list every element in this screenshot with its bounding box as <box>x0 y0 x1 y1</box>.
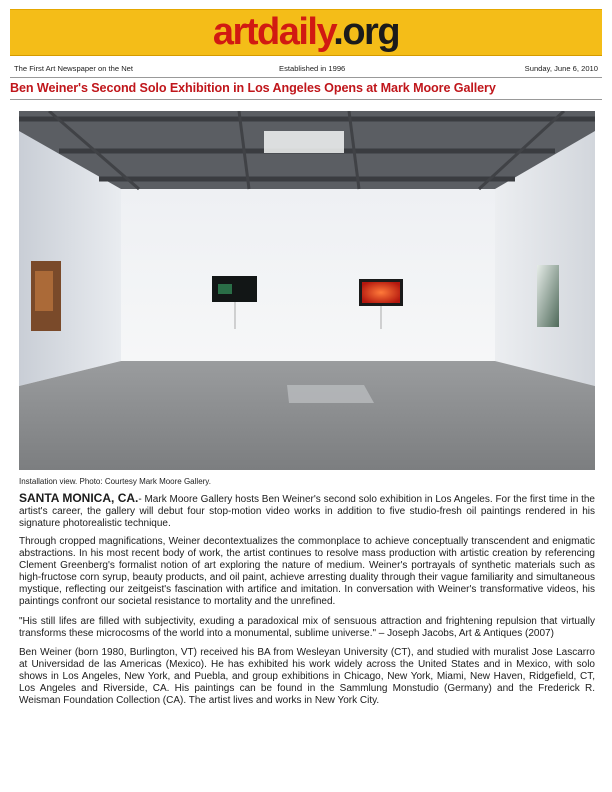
paragraph: Through cropped magnifications, Weiner decontextualizes the commonplace to achieve conceptually transcendent and enigmatic abstractions. In his most recent body of work, the artist continues to resolve mass production with artistic creation by referencing Clement Greenberg's formalist notion of art exploring the nature of medium. Weiner's portrayals of synthetic materials such as high-fructose corn syrup, beauty products, and oil paint, achieve arresting duality through their vague familiarity and simultaneous mystique, reflecting our zeitgeist's fascination with artifice and imitation. In conversation with Weiner's transformative videos, his paintings confront our societal resistance to mortality and the unrefined. <box>19 536 595 607</box>
logo-art: artdaily <box>212 11 334 53</box>
masthead-info-bar <box>10 63 602 77</box>
issue-date: Sunday, June 6, 2010 <box>524 64 598 73</box>
article-headline: Ben Weiner's Second Solo Exhibition in Los Angeles Opens at Mark Moore Gallery <box>10 81 496 95</box>
article-body <box>19 492 595 715</box>
quote-paragraph: "His still lifes are filled with subjectivity, exuding a paradoxical mix of sensuous attraction and frightening repulsion that virtually transforms these microcosms of the world into a monumental, sublime universe." – Joseph Jacobs, Art & Antiques (2007) <box>19 615 595 639</box>
site-logo[interactable] <box>10 10 602 55</box>
dateline: SANTA MONICA, CA. <box>19 491 139 505</box>
logo-org: .org <box>333 11 400 53</box>
established-text: Established in 1996 <box>279 64 346 73</box>
masthead <box>10 9 602 56</box>
paragraph <box>19 492 595 530</box>
paragraph-text: - Mark Moore Gallery hosts Ben Weiner's second solo exhibition in Los Angeles. For the first time in the artist's career, the gallery will debut four stop-motion video works in addition to five studio-fresh oil paintings rendered in his signature photorealistic technique. <box>19 494 595 529</box>
tagline: The First Art Newspaper on the Net <box>14 64 134 73</box>
photo-caption: Installation view. Photo: Courtesy Mark Moore Gallery. <box>19 477 211 486</box>
divider <box>10 77 602 78</box>
installation-photo <box>19 111 595 470</box>
divider <box>10 99 602 100</box>
paragraph: Ben Weiner (born 1980, Burlington, VT) received his BA from Wesleyan University (CT), and studied with muralist Jose Lascarro at Universidad de las Americas (Mexico). He has exhibited his work widely across the United States and in Mexico, with solo shows in Los Angeles, New York, and Puebla, and group exhibitions in Chicago, New York, Miami, New Haven, Ridgefield, CT, Los Angeles and Riverside, CA. His paintings can be found in the Sammlung Monstudio (Germany) and the Frederick R. Weisman Foundation Collection (CA). The artist lives and works in New York City. <box>19 647 595 707</box>
